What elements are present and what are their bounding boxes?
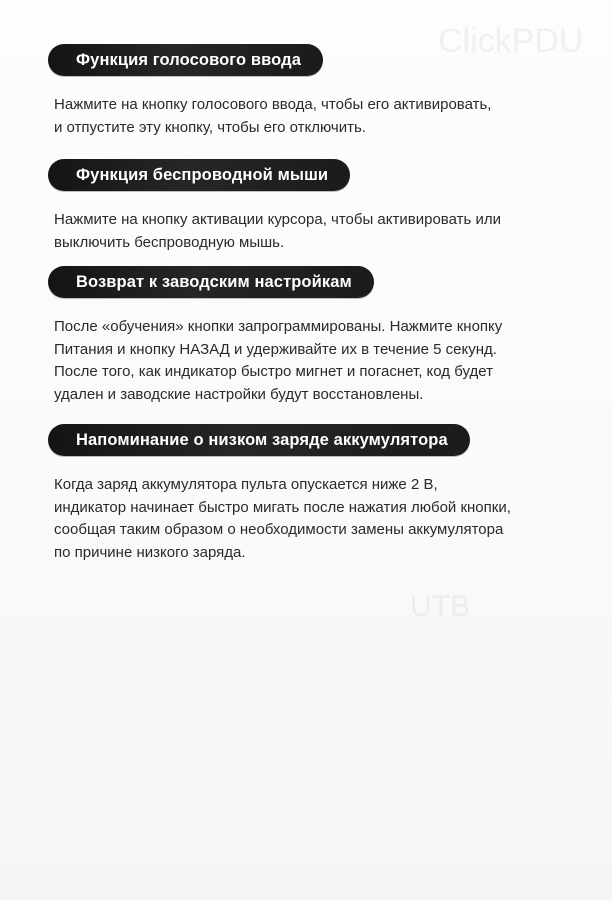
section-heading: Функция беспроводной мыши (48, 159, 350, 191)
section-heading: Возврат к заводским настройкам (48, 266, 374, 298)
section-body-text: После «обучения» кнопки запрограммированы. Нажмите кнопку Питания и кнопку НАЗАД и удерживайте их в течение 5 секунд. После того, как индикатор быстро мигнет и погаснет, код будет удален и заводские настройки будут восстановлены. (54, 318, 503, 403)
section-body-text: Нажмите на кнопку голосового ввода, чтобы его активировать, и отпустите эту кнопку, чтобы его отключить. (54, 96, 492, 136)
section-heading: Напоминание о низком заряде аккумулятора (48, 424, 470, 456)
section-wireless-mouse (48, 159, 588, 254)
section-body-text: Когда заряд аккумулятора пульта опускается ниже 2 В, индикатор начинает быстро мигать после нажатия любой кнопки, сообщая таким образом о необходимости замены аккумулятора по причине низкого заряда. (54, 476, 511, 561)
show-through-mark: UTB (410, 590, 470, 623)
section-body-text: Нажмите на кнопку активации курсора, чтобы активировать или выключить беспроводную мышь. (54, 211, 501, 251)
section-heading: Функция голосового ввода (48, 44, 323, 76)
section-factory-reset (48, 266, 588, 406)
section-voice-input (48, 44, 588, 139)
section-low-battery (48, 424, 588, 564)
show-through-mark: ClickPDU (438, 22, 584, 60)
